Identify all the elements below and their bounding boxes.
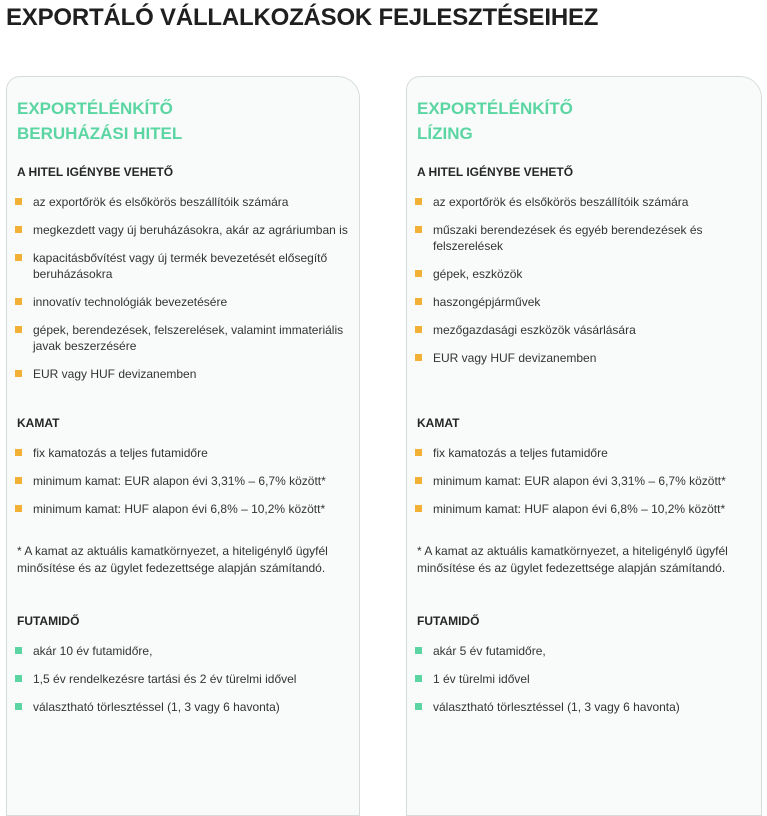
section-heading-eligibility: A HITEL IGÉNYBE VEHETŐ: [17, 165, 174, 179]
list-item: választható törlesztéssel (1, 3 vagy 6 havonta): [13, 699, 280, 715]
square-bullet-icon: [15, 370, 22, 377]
list-item: minimum kamat: EUR alapon évi 3,31% – 6,7% között*: [413, 473, 726, 489]
card-investment-loan: [6, 76, 360, 816]
section-heading-eligibility: A HITEL IGÉNYBE VEHETŐ: [417, 165, 574, 179]
list-item: innovatív technológiák bevezetésére: [13, 294, 227, 310]
square-bullet-icon: [15, 675, 22, 682]
list-item: haszongépjárművek: [413, 294, 540, 310]
square-bullet-icon: [15, 298, 22, 305]
list-item: mezőgazdasági eszközök vásárlására: [413, 322, 636, 338]
list-item: fix kamatozás a teljes futamidőre: [13, 445, 208, 461]
square-bullet-icon: [415, 647, 422, 654]
square-bullet-icon: [415, 270, 422, 277]
square-bullet-icon: [15, 449, 22, 456]
square-bullet-icon: [415, 675, 422, 682]
list-item: EUR vagy HUF devizanemben: [13, 366, 196, 382]
section-heading-interest: KAMAT: [17, 416, 60, 430]
square-bullet-icon: [415, 326, 422, 333]
list-item: minimum kamat: EUR alapon évi 3,31% – 6,7% között*: [13, 473, 326, 489]
square-bullet-icon: [15, 326, 22, 333]
interest-footnote: * A kamat az aktuális kamatkörnyezet, a hiteligénylő ügyfél minősítése és az ügylet fedezettsége alapján számítandó.: [17, 544, 328, 575]
list-item: műszaki berendezések és egyéb berendezések és felszerelések: [413, 222, 733, 254]
list-item: EUR vagy HUF devizanemben: [413, 350, 596, 366]
square-bullet-icon: [15, 477, 22, 484]
list-item: gépek, eszközök: [413, 266, 522, 282]
square-bullet-icon: [415, 477, 422, 484]
card-title: [417, 96, 573, 146]
page-title: EXPORTÁLÓ VÁLLALKOZÁSOK FEJLESZTÉSEIHEZ: [6, 4, 599, 31]
square-bullet-icon: [415, 198, 422, 205]
square-bullet-icon: [15, 226, 22, 233]
section-heading-term: FUTAMIDŐ: [17, 614, 80, 628]
interest-footnote: * A kamat az aktuális kamatkörnyezet, a hiteligénylő ügyfél minősítése és az ügylet fedezettsége alapján számítandó.: [417, 544, 728, 575]
square-bullet-icon: [415, 354, 422, 361]
list-item: megkezdett vagy új beruházásokra, akár az agráriumban is: [13, 222, 348, 238]
square-bullet-icon: [415, 449, 422, 456]
card-title-line1: EXPORTÉLÉNKÍTŐ: [417, 99, 573, 118]
list-item: minimum kamat: HUF alapon évi 6,8% – 10,2% között*: [13, 501, 325, 517]
list-item: akár 5 év futamidőre,: [413, 643, 546, 659]
list-item: 1,5 év rendelkezésre tartási és 2 év türelmi idővel: [13, 671, 296, 687]
list-item: akár 10 év futamidőre,: [13, 643, 152, 659]
card-leasing: [406, 76, 762, 816]
section-heading-interest: KAMAT: [417, 416, 460, 430]
card-title-line1: EXPORTÉLÉNKÍTŐ: [17, 99, 173, 118]
list-item: az exportőrök és elsőkörös beszállítóik számára: [413, 194, 688, 210]
list-item: választható törlesztéssel (1, 3 vagy 6 havonta): [413, 699, 680, 715]
square-bullet-icon: [415, 703, 422, 710]
list-item: 1 év türelmi idővel: [413, 671, 530, 687]
square-bullet-icon: [415, 298, 422, 305]
list-item: minimum kamat: HUF alapon évi 6,8% – 10,2% között*: [413, 501, 725, 517]
square-bullet-icon: [15, 703, 22, 710]
list-item: fix kamatozás a teljes futamidőre: [413, 445, 608, 461]
list-item: kapacitásbővítést vagy új termék bevezetését elősegítő beruházásokra: [13, 250, 353, 282]
square-bullet-icon: [415, 505, 422, 512]
square-bullet-icon: [15, 505, 22, 512]
section-heading-term: FUTAMIDŐ: [417, 614, 480, 628]
square-bullet-icon: [15, 198, 22, 205]
square-bullet-icon: [15, 254, 22, 261]
card-title-line2: BERUHÁZÁSI HITEL: [17, 124, 183, 143]
square-bullet-icon: [415, 226, 422, 233]
card-title-line2: LÍZING: [417, 124, 473, 143]
list-item: az exportőrök és elsőkörös beszállítóik számára: [13, 194, 288, 210]
list-item: gépek, berendezések, felszerelések, valamint immateriális javak beszerzésére: [13, 322, 359, 354]
card-title: [17, 96, 182, 146]
square-bullet-icon: [15, 647, 22, 654]
